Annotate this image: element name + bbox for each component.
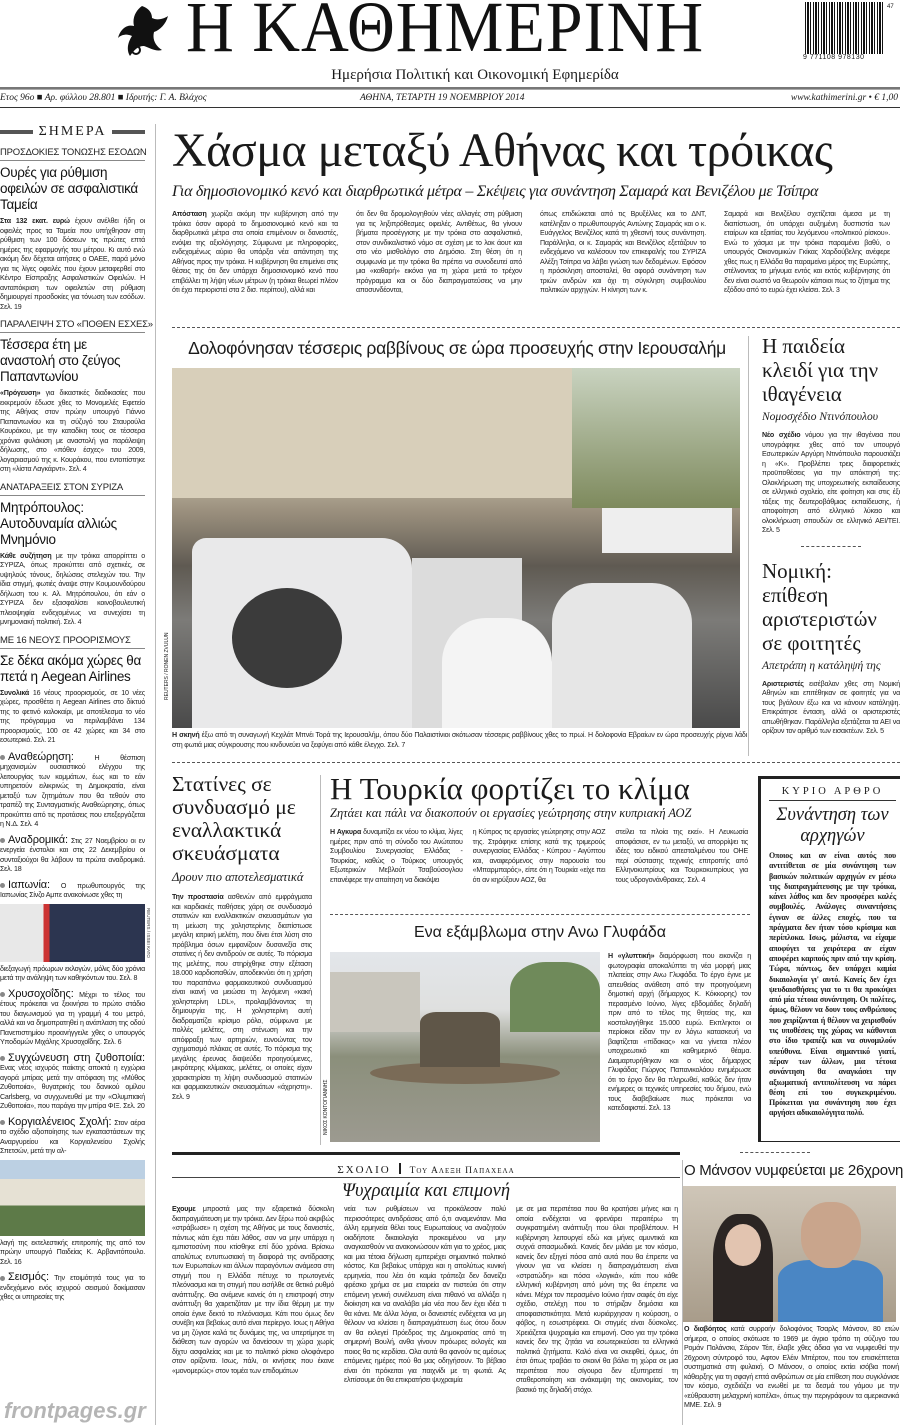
brief-title[interactable]: Χρυσοχοΐδης: xyxy=(8,987,74,1000)
watermark: frontpages.gr xyxy=(4,1398,146,1423)
manson-headline[interactable]: Ο Μάνσον νυμφεύεται με 26χρονη xyxy=(684,1162,903,1179)
divider xyxy=(172,327,900,328)
bullet-icon xyxy=(0,1056,5,1061)
brief-title[interactable]: Κοργιαλένειος Σχολή: xyxy=(8,1115,112,1128)
sidebar-story xyxy=(0,482,145,628)
griffin-logo-icon xyxy=(112,2,172,60)
bullet-icon xyxy=(0,992,5,997)
lead-in: Απόσταση xyxy=(172,210,207,218)
divider xyxy=(801,546,861,547)
body-text: για δικαστικές διαδικασίες που εκκρεμούν έδωσε χθες το Μονομελές Εφετείο της Αθήνας στον πρώην υπουργό Γιάννο Παπαντωνίου και τη σύζυγό του Σταυρούλα Κουράκου, με την καταδίκη τους σε τέσσερα χρόνια φυλάκιση με αναστολή για παράλειψη δήλωσης, στο «πόθεν έσχες» του 2009, λογαριασμού της κ. Κουράκου, που εντοπίστηκε στη «λίστα Λαγκάρντ». Σελ. 4 xyxy=(0,389,145,473)
comment-header xyxy=(172,1160,680,1178)
body-text: με σε μια περιπέτεια που θα κρατήσει μήνες και η οποία ενδέχεται να φρενάρει περαιτέρω τη συγκρατημένη ανάπτυξη που όλοι προβλέπουν. Η κυβέρνηση λειτουργεί εδώ και μήνες αμυντικά και συχνά σπασμωδικά. Κανείς δεν μιλάει με τον κόσμο, κανείς δεν εξηγεί πόσα από αυτά που θα έπρεπε να γίνουν για να κλείσει η διαπραγμάτευση είναι «στρατώδη» και πόσα «λογικά», κάτι που κάθε ελληνική κυβέρνηση από μόνη της θα έπρεπε να κάνει. Μέχρι τον περασμένο Ιούνιο ήταν σαφές ότι είχε σχέδιο, στελέχη που το στήριζαν δημόσια και αποφασιστικότητα. Μετά κυριάρχησαν η κούραση, ο φόβος, η εσωστρέφεια. Οι στιγμές είναι δύσκολες. Χρειάζεται ψυχραιμία και επιμονή. Οσο για την τρόικα κανείς δεν της ζητάει να εσωτερικεύσει τα ελληνικά πολιτικά ζητήματα. Καλό είναι να σκεφθεί, όμως, ότι έτσι όπως τραβάει το σκοινί θα βάλει τη χώρα σε μια περιπέτεια που σίγουρα δεν εξυπηρετεί τη σταθεροποίηση και ανάκαμψη της οικονομίας, τον βασικό της δηλαδή στόχο. xyxy=(516,1205,678,1394)
body-text: στείλει τα πλοία της εκεί». Η Λευκωσία αποφάσισε, εν τω μεταξύ, να απορρίψει τις ιδέες του ειδικού απεσταλμένου του ΟΗΕ περί σύστασης τεχνικής επιτροπής από Ελληνοκυπρίους και Τουρκοκυπρίους για τους υδρογονάνθρακες. Σελ. 4 xyxy=(615,828,749,884)
brief-text: Ο πρωθυπουργός της Ιαπωνίας Σίνζο Αμπε ανακοίνωσε χθες τη xyxy=(0,881,145,899)
bullet-icon xyxy=(0,755,5,760)
lead-column xyxy=(356,210,522,320)
story-body xyxy=(0,389,145,475)
brief-title[interactable]: Σεισμός: xyxy=(8,1271,49,1283)
lead-in: Κάθε συζήτηση xyxy=(0,551,52,560)
brief-text: Η θέσπιση μηχανισμών ουσιαστικού ελέγχου της λειτουργίας των κομμάτων, έως και το εάν υπηρετούν ειλικρινώς τη Δημοκρατία, είναι μεταξύ των ζητημάτων που θα τεθούν στο τραπέζι της Συνταγματικής Αναθεώρησης, όπως προκύπτει από τις προτάσεις που επεξεργάζεται η Ν.Δ. Σελ. 4 xyxy=(0,753,145,828)
story-kicker: ΠΑΡΑΛΕΙΨΗ ΣΤΟ «ΠΟΘΕΝ ΕΣΧΕΣ» xyxy=(0,319,145,333)
brief-title[interactable]: Αναδρομικά: xyxy=(8,833,68,846)
sidebar-story xyxy=(0,147,145,312)
school-photo xyxy=(0,1160,145,1236)
body-text: με την τρόικα απορρίπτει ο ΣΥΡΙΖΑ, όπως προκύπτει από σχετικές, σε υψηλούς τόνους, δηλώσεις στελεχών του. Την ίδια στιγμή, φωτιές άναψε στην Κουμουνδούρου δήλωση του κ. Αλ. Μητρόπουλου, ότι εάν ο ΣΥΡΙΖΑ δεν εξασφαλίσει κοινοβουλευτική πλειοψηφία ενδεχομένως να συνεχίσει τη μνημονιακή πολιτική. Σελ. 4 xyxy=(0,551,145,626)
editorial-body: Οποιος και αν είναι αυτός που αντιτίθεται σε μία συνάντηση των βασικών πολιτικών αρχηγών εν μέσω της διαπραγμάτευσης με την τρόικα, κάνει λάθος και δεν προσφέρει καλές συμβουλές. Ανάλογες συναντήσεις έγιναν σε άλλες εποχές, που τα πράγματα δεν ήταν τόσο κρίσιμα και περίπλοκα. Ισως, μάλιστα, να είχαμε αποφύγει τα χειρότερα αν είχαν αποφέρει καρπούς πριν από την κρίση. Τώρα, πάντως, δεν υπάρχει καμία δικαιολογία γι' αυτό. Κανείς δεν έχει ψευδαισθήσεις για το τι θα προκύψει από μία τέτοια συνάντηση. Οι πολίτες, όμως, θέλουν να δουν τους ανθρώπους που χειρίζονται ή θέλουν να χειρισθούν τις υποθέσεις της χώρας να κάθονται στο ίδιο τραπέζι και να συνομιλούν υπεύθυνα. Είναι σημαντικό γιατί, πέραν των άλλων, μια τέτοια συνάντηση θα αναγκάσει την αξιωματική αντιπολίτευση να πάρει θέση επί του συγκεκριμένου. Πρόκειται για συνάντηση που έχει αργήσει αδικαιολόγητα πολύ. xyxy=(769,851,896,1118)
turkey-subhead: Ζητάει και πάλι να διακοπούν οι εργασίες γεώτρησης στην κυπριακή ΑΟΖ xyxy=(330,806,692,820)
abe-photo xyxy=(0,904,151,962)
sidebar-title-row xyxy=(0,124,145,140)
body-text: όπως επιδιώκεται από τις Βρυξέλλες και το ΔΝΤ, κατέληξαν ο πρωθυπουργός Αντώνης Σαμαράς και ο κ. Ευάγγελος Βενιζέλος κατά τη χθεσινή τους συνάντηση. Παράλληλα, οι κ. Σαμαράς και Βενιζέλος εξετάζουν το ενδεχόμενο να καλέσουν τον επικεφαλής του ΣΥΡΙΖΑ Αλέξη Τσίπρα να λάβει γνώση των δεδομένων. Εφόσον η πρόσκληση αποσταλεί, θα αφορά συνάντηση των τριών ανδρών και όχι τη σύγκληση συμβουλίου πολιτικών αρχηγών. Η κίνηση των κ. xyxy=(540,210,706,294)
brief-text: Στις 27 Νοεμβρίου οι εν ενεργεία ένστολοι και στις 22 Δεκεμβρίου οι συνταξιούχοι θα λάβουν τα πρώτα αναδρομικά. Σελ. 18 xyxy=(0,836,145,873)
brief-continued: διεξαγωγή πρόωρων εκλογών, μόλις δύο χρόνια μετά την ανάληψη των καθηκόντων του. Σελ. 8 xyxy=(0,964,145,982)
barcode xyxy=(805,2,883,54)
lead-column xyxy=(172,210,338,320)
body-text: η Κύπρος τις εργασίες γεώτρησης στην ΑΟΖ της. Στράφηκε επίσης κατά της τριμερούς συνεργασίας Ελλάδας - Κύπρου - Αιγύπτου και, αναφερόμενος στην παρουσία του «Μπαρμπαρός», είπε ότι η Τουρκία «είχε πει ότι αν κηρύξουν ΑΟΖ, θα xyxy=(472,828,606,884)
photo-credit: REUTERS / ISSEI KATO xyxy=(146,907,151,958)
story-kicker: ΑΝΑΤΑΡΑΞΕΙΣ ΣΤΟΝ ΣΥΡΙΖΑ xyxy=(0,482,145,496)
divider xyxy=(172,762,900,763)
turkey-column xyxy=(615,828,748,908)
lead-in: «Πρόγευση» xyxy=(0,389,41,397)
body-text: ότι δεν θα δρομολογηθούν νέες αλλαγές στη ρύθμιση για τις ληξιπρόθεσμες οφειλές. Αντιθέτως, θα γίνουν βήματα προσέγγισης με την τρόικα στο ασφαλιστικό, στον συνδικαλιστικό νόμο σε σχέση με το λοκ άουτ και στο νέο μισθολόγιο στο Δημόσιο. Στη θέση ότι η συμφωνία με την τρόικα θα πρέπει να συνοδευτεί από μια «καθαρή» εικόνα για τη χώρα μετά το τρέχον πρόγραμμα και οι δύο διαπραγματεύσεις να μην αποσυνδέονται, xyxy=(356,210,522,294)
side-headline[interactable]: Νομική: επίθεση αριστεριστών σε φοιτητές xyxy=(762,558,877,655)
turkey-column xyxy=(330,828,463,908)
lead-in: Συνολικά xyxy=(0,688,30,697)
bullet-icon xyxy=(0,1276,5,1281)
comment-column xyxy=(516,1205,678,1425)
editorial-label: ΚΥΡΙΟ ΑΡΘΡΟ xyxy=(769,786,896,801)
brief-item xyxy=(0,833,145,875)
column-divider xyxy=(155,124,156,1425)
body-text: Σαμαρά και Βενιζέλου σχετίζεται άμεσα με τη διαπίστωση, ότι υπάρχει αυξημένη δυσπιστία των εταίρων και εξαιτίας του λεγόμενου «πολιτικού ρίσκου». Ενώ το χάσμα με την τρόικα παραμένει βαθύ, ο υπουργός Οικονομικών Γκίκας Χαρδούβελης ανέφερε χθες πως η Ελλάδα θα παραμείνει μέρος της Ευρώπης, στέλνοντας το μήνυμα εντός και εκτός κυβέρνησης ότι δεν είναι σωστό να θεωρούν κάποιοι πως το ζήτημα της εξόδου από το ευρώ έχει κλείσει. Σελ. 3 xyxy=(724,210,890,294)
turkey-body xyxy=(330,828,748,908)
brief-continued: λαγή της εκτελεστικής επιτροπής της από τον πρώην υπουργό Παιδείας Κ. Αρβανιτόπουλο. Σελ. 16 xyxy=(0,1238,145,1266)
statins-headline[interactable]: Στατίνες σε συνδυασμό με εναλλακτικά σκευάσματα xyxy=(172,772,296,865)
bullet-icon xyxy=(0,883,5,888)
barcode-issue: 47 xyxy=(887,4,894,10)
glyfada-photo-credit: ΝΙΚΟΣ ΚΟΝΤΟΓΙΑΝΝΗΣ xyxy=(323,1079,329,1135)
sidebar-title: ΣΗΜΕΡΑ xyxy=(38,124,107,139)
glyfada-headline[interactable]: Ενα εξάμβλωμα στην Ανω Γλυφάδα xyxy=(413,924,666,941)
issue-info: Ετος 96ο ■ Αρ. φύλλου 28.801 ■ Ιδρυτής: Γ. Α. Βλάχος xyxy=(0,93,207,103)
divider xyxy=(330,914,750,915)
masthead xyxy=(0,0,900,110)
manson-body: Ο διαβόητος κατά συρροήν δολοφόνος Τσαρλς Μάνσον, 80 ετών σήμερα, ο οποίος σκότωσε το 1969 με άγριο τρόπο τη σύζυγο του Ρομάν Πολάνσκι, Σάρον Τέιτ, έλαβε χθες άδεια για να νυμφευθεί την 26χρονη σύντροφό του, Αφτον Ελέιν Μπέρτον, που τον επισκέπτεται συστηματικά στη φυλακή. Ο Μάνσον, ο οποίος εκτίει ισόβια ποινή κάθειρξης για τη σφαγή επτά ανθρώπων σε μία επίθεση που συγκλόνισε τον κόσμο, σχεδιάζει να ενωθεί με τα δεσμά του γάμου με την «εύθραυστη μελαχρινή κοπέλα», όπως την περιγράφουν τα αμερικανικά ΜΜΕ. Σελ. 9 xyxy=(684,1325,899,1409)
comment-body xyxy=(172,1205,678,1425)
editorial-headline[interactable]: Συνάντηση των αρχηγών xyxy=(776,805,889,846)
comment-headline[interactable]: Ψυχραιμία και επιμονή xyxy=(341,1181,511,1201)
brief-title[interactable]: Ιαπωνία: xyxy=(8,878,50,891)
story-headline[interactable]: Σε δέκα ακόμα χώρες θα πετά η Aegean Airlines xyxy=(0,652,141,684)
lead-in: Στα 132 εκατ. ευρώ xyxy=(0,217,70,225)
lead-in: Νέο σχέδιο xyxy=(762,431,801,439)
brief-item xyxy=(0,750,145,830)
date-line: ΑΘΗΝΑ, ΤΕΤΑΡΤΗ 19 ΝΟΕΜΒΡΙΟΥ 2014 xyxy=(360,93,525,103)
body-text: χωρίζει ακόμη την κυβέρνηση από την τρόικα όσον αφορά το δημοσιονομικό κενό και τα διαρθρωτικά μέτρα στα οποία επιμένουν οι δανειστές, ενόψει της αξιολόγησης. Σύμφωνα με πληροφορίες, ενδεχομένως αύριο θα υπάρξει νέα απάντηση της Αθήνας προς την τρόικα. Η κυβέρνηση θα επιμείνει στις θέσεις της ότι δεν υπάρχει δημοσιονομικό κενό που επιβάλλει τη λήψη νέων μέτρων (η τρόικα θεωρεί πλέον ότι έχει περιοριστεί στα 2 δισ. περίπου), αλλά και xyxy=(172,210,338,294)
lead-headline[interactable]: Χάσμα μεταξύ Αθήνας και τρόικας xyxy=(172,124,833,177)
rule xyxy=(0,87,900,90)
photo-headline[interactable]: Δολοφόνησαν τέσσερις ραββίνους σε ώρα προσευχής στην Ιερουσαλήμ xyxy=(188,338,726,358)
rule xyxy=(0,107,900,108)
brief-text: Ενας νέος ισχυρός παίκτης αποκτά η εγχώρια αγορά μπίρας μετά την απόφαση της «Μύθος Ζυθοποιία», θυγατρικής του δανικού ομίλου Carlsberg, να συγχωνευθεί με την «Ολυμπιακή Ζυθοποιία», που παράγει την μπίρα ΦΙΞ. Σελ. 20 xyxy=(0,1064,145,1110)
tagline: Ημερήσια Πολιτική και Οικονομική Εφημερίδα xyxy=(331,67,619,83)
divider-thick xyxy=(172,1152,680,1155)
body-text: δυναμιτίζει εκ νέου το κλίμα, λίγες ημέρες πριν από τη σύνοδο του Ανώτατου Συμβουλίου Συνεργασίας Ελλάδας - Τουρκίας, καθώς ο Τούρκος υπουργός Εξωτερικών Μεβλούτ Τσαβούσογλου επανέφερε την απαίτηση να διακόψει xyxy=(330,828,463,884)
sidebar-story xyxy=(0,319,153,475)
column-divider xyxy=(320,775,321,1145)
brief-item xyxy=(0,878,145,901)
story-body xyxy=(0,552,145,628)
rule xyxy=(172,1177,680,1178)
brief-item xyxy=(0,987,145,1048)
lead-in: Αριστεριστές xyxy=(762,679,804,688)
story-kicker: ΜΕ 16 ΝΕΟΥΣ ΠΡΟΟΡΙΣΜΟΥΣ xyxy=(0,635,145,649)
body-text: νεία των ρυθμίσεων να προκάλεσαν πολύ περισσότερες αντιδράσεις από ό,τι αναμενόταν. Μια άλλη ερμηνεία θέλει τους Ευρωπαίους να αναζητούν οιαδήποτε δικαιολογία προκειμένου να μην αναγκασθούν να ανακοινώσουν κάτι για το χρέος, μιας και μια τέτοια δήλωση εμπεριέχει σημαντικό πολιτικό κόστος. Και βεβαίως υπάρχει και η απολύτως κυνική ερμηνεία, που λέει ότι καμία τράπεζα δεν δανείζει φρέσκο χρήμα σε μια εταιρεία αν πιστεύει ότι στην επόμενη γενική συνέλευση είναι πιθανό να αλλάξει η διοίκηση και να αναλάβει μία νέα που δεν έχει ιδέα τι θα κάνει. Με άλλα λόγια, οι δανειστές ενδέχεται να μη θέλουν να κλείσει η διαπραγμάτευση έως ότου δουν αν θα εκλεγεί Πρόεδρος της Δημοκρατίας από τη σημερινή Βουλή, ανθα γίνουν πρόωρες εκλογές και ποιος θα τις κερδίσει. Ολα αυτά θα φανούν τις αμέσως επόμενες ημέρες πού θα μας οδηγήσουν. Το βέβαιο είναι ότι πρόκειται για παιχνίδι με τη φωτιά. Ας ελπίσουμε ότι θα επικρατήσει ψυχραιμία xyxy=(344,1205,506,1384)
editorial-box xyxy=(758,776,900,1142)
sidebar-story xyxy=(0,635,145,746)
side-story xyxy=(762,334,900,536)
brief-item xyxy=(0,1051,145,1112)
turkey-headline[interactable]: Η Τουρκία φορτίζει το κλίμα xyxy=(330,771,690,806)
comment-label: ΣΧΟΛΙΟ xyxy=(337,1164,391,1176)
statins-subhead: Δρουν πιο αποτελεσματικά xyxy=(172,870,304,884)
glyfada-photo xyxy=(330,952,600,1142)
lead-body xyxy=(172,210,890,320)
statins-story xyxy=(172,773,312,1145)
lead-column xyxy=(724,210,890,320)
brief-item xyxy=(0,1115,145,1157)
side-story xyxy=(762,559,900,737)
brief-text: Στον αέρα το σχέδιο αξιοποίησης των εγκαταστάσεων της Αναργυρείου και Κοργιαλενείου Σχολής Σπετσών, μετά την αλ- xyxy=(0,1118,145,1155)
story-kicker: ΠΡΟΣΔΟΚΙΕΣ ΤΟΝΩΣΗΣ ΕΣΟΔΩΝ xyxy=(0,147,145,161)
sidebar-today xyxy=(0,124,153,1425)
body-text: έχουν ανέλθει ήδη οι οφειλές προς τα Ταμεία που υπήχθησαν στη ρύθμιση των 100 δόσεων τις πρώτες επτά ημέρες της εφαρμογής του μέτρου. Κι αυτό ενώ ακόμη δεν δέχεται αιτήσεις ο ΟΑΕΕ, παρά μόνο για τις λίγες οφειλές που έχουν μεταφερθεί στο Κέντρο Είσπραξης Ασφαλιστικών Οφειλών. Η ανταπόκριση των οφειλετών στη ρύθμιση δημιουργεί προσδοκίες για τόνωση των εσόδων. Σελ. 19 xyxy=(0,217,146,311)
lead-in: Η Αγκυρα xyxy=(330,828,362,836)
story-body xyxy=(0,217,145,312)
side-headline[interactable]: Η παιδεία κλειδί για την ιθαγένεια xyxy=(762,334,879,406)
photo-caption: Η σκηνή έξω από τη συναγωγή Κεχιλάτ Μπνέι Τορά της Ιερουσαλήμ, όπου δύο Παλαιστίνιοι σκότωσαν τέσσερις ραββίνους χθες το πρωί. Η δολοφονία Εβραίων εν ώρα προσευχής ρίχνει λάδι στη φωτιά μιας σύγκρουσης που κινδυνεύει να ξεφύγει από κάθε έλεγχο. Σελ. 7 xyxy=(172,731,747,749)
newspaper-title: Η ΚΑΘΗΜΕΡΙΝΗ xyxy=(186,0,705,67)
lead-column xyxy=(540,210,706,320)
side-body xyxy=(762,431,900,536)
glyfada-body: Η «γλυπτική» διαμόρφωση που εικονίζει η φωτογραφία αποκαλύπτει τη νέα μορφή μιας πλατείας στην Ανω Γλυφάδα. Το έργο έγινε με απευθείας ανάθεση από την προηγούμενη δημοτική αρχή (δήμαρχος Κ. Κόκκορης) τον περασμένο Ιούνιο, λίγες εβδομάδες δηλαδή πριν από το τέλος της θητείας της, και κοστολογήθηκε 15.000 ευρώ. Εκπληκτοι οι περίοικοι είδαν την εν λόγω κατασκευή να βαφτίζεται «πίδακας» και να γίνεται πλέον υποχρεωτικό και καθημερινό θέαμα. Διαμαρτυρήθηκαν και ο νέος δήμαρχος Γλυφάδας Γιώργος Παπανικολάου ενημέρωσε ότι το έργο δεν θα πληρωθεί, καθώς δεν ήταν ενήμερες οι τεχνικές υπηρεσίες του δήμου, ενώ τους διαβεβαίωσε πως πρόκειται να κατεδαφιστεί. Σελ. 13 xyxy=(608,952,751,1112)
story-headline[interactable]: Τέσσερα έτη με αναστολή στο ζεύγος Παπαντωνίου xyxy=(0,337,121,384)
right-column xyxy=(762,334,900,754)
body-text: 16 νέους προορισμούς, σε 10 νέες χώρες, προσθέτει η Aegean Airlines στο δίκτυό της το φετινό καλοκαίρι, με αποτέλεσμα το νέο της πρόγραμμα να περιλαμβάνει 134 προορισμούς, 100 σε 42 χώρες και 34 στο εσωτερικό. Σελ. 21 xyxy=(0,688,145,744)
brief-item xyxy=(0,1273,145,1303)
bullet-icon xyxy=(0,838,5,843)
brief-text: Την ετοιμότητά τους για το ενδεχόμενο ενός ισχυρού σεισμού δοκίμασαν χθες οι υπηρεσίες της xyxy=(0,1274,145,1301)
divider xyxy=(740,1152,810,1153)
statins-body: Την προστασία ασθενών από εμφράγματα και καρδιακές παθήσεις χάρη σε συνδυασμό στατινών και εναλλακτικών σκευασμάτων για τη μείωση της χοληστερίνης διαπίστωσε μεγάλη ιατρική μελέτη, που δίνει έτσι λύση στο πρόβλημα όσων εμφανίζουν δυσανεξία στις στατίνες ή δεν αντιδρούν σε αυτές. Το πόρισμα της μελέτης, που στηρίχθηκε στην εξέταση 18.000 καρδιοπαθών, αποδεικνύει ότι η χρήση του παραπάνω φαρμακευτικού συνδυασμού είναι ικανή να μειώσει τη λεγόμενη «κακή χοληστερίνη LDL», προλαμβάνοντας τη δημιουργία της. Η χοληστερίνη αυτή διαδραματίζει κρίσιμο ρόλο, σύμφωνα με πολλές μελέτες, στη στένωση και την απόφραξη των αρτηριών, ευνοώντας τον σχηματισμό πλάκας σε αυτές. Το πόρισμα της μεγάλης έρευνας διαψεύδει προηγούμενες, μικρότερης κλίμακας, μελέτες, οι οποίες είχαν χαρακτηρίσει τη λήψη συνδυασμού στατινών και φαρμακευτικών σκευασμάτων «άχρηστη». Σελ. 9 xyxy=(172,893,312,1101)
body-text: εισέβαλαν χθες στη Νομική Αθηνών και επιτέθηκαν σε φοιτητές για να τους βγάλουν έξω και να κάνουν κατάληψη. Επικράτησε ένταση, αλλά οι αριστεριστές απωθήθηκαν. Παράλληλα εξετάζεται τα ΑΕΙ να ορίζουν τον αριθμό των εισακτέων. Σελ. 5 xyxy=(762,679,900,735)
photo-credit: REUTERS / RONEN ZVULUN xyxy=(164,632,170,700)
comment-column xyxy=(172,1205,334,1425)
side-subhead: Νομοσχέδιο Ντινόπουλου xyxy=(762,411,879,423)
manson-photo xyxy=(683,1186,896,1322)
story-body xyxy=(0,689,145,746)
side-body xyxy=(762,680,900,737)
brief-title[interactable]: Αναθεώρηση: xyxy=(8,750,74,763)
comment-column xyxy=(344,1205,506,1425)
story-headline[interactable]: Μητρόπουλος: Αυτοδυναμία αλλιώς Μνημόνιο xyxy=(0,499,117,547)
jerusalem-photo xyxy=(172,368,740,728)
comment-author: Του Αλεξη Παπαχελα xyxy=(409,1166,515,1176)
story-headline[interactable]: Ουρές για ρύθμιση οφειλών σε ασφαλιστικά Ταμεία xyxy=(0,165,138,212)
column-divider xyxy=(748,336,749,756)
body-text: μπροστά μας την εξαιρετικά δύσκολη διαπραγμάτευση με την τρόικα. Δεν ξέρω πού ακριβώς «στράβωσε» η σχέση της Αθήνας με τους δανειστές, πάντως κάτι έχει πάει λάθος, σαν να μην υπάρχει η εμπιστοσύνη που κτίσθηκε επί δύο χρόνια. Βρίσκω απολύτως εντυπωσιακή τη διαφορά της αντίδρασης των Ευρωπαίων και άλλων παραγόντων ανάμεσα στη στιγμή που η Ελλάδα πέτυχε το πρωτογενές πλεόνασμα και τη στιγμή που εισήλθε σε θετικό ρυθμό ανάπτυξης. Θα ανέμενε κανείς ότι η επιστροφή στην ανάπτυξη θα χαιρετιζόταν με την ίδια θέρμη με την οποία έγινε δεκτό το πλεόνασμα. Κάτι που όμως δεν συνέβη και βεβαίως αυτό είναι περίεργο. Ισως η Αθήνα να μη ζύγισε καλά τις δυνάμεις της, να υπερτίμησε τη διάθεση των αγορών να δανείσουν τη χώρα χωρίς δίχτυ ασφαλείας και με το πολιτικό ρίσκο ολοφάνερο στον ορίζοντα. Ισως, πάλι, οι κινήσεις που έκανε «μονομερώς» στον τομέα των επιδομάτων xyxy=(172,1205,334,1375)
body-text: νόμου για την ιθαγένεια που υπογράφηκε χθες από τον υπουργό Εσωτερικών Αργύρη Ντινόπουλο παρουσιάζει η «Κ». Προβλέπει τρεις διαφορετικές προϋποθέσεις για την απόκτησή της: Ολοκλήρωση της υποχρεωτικής εκπαίδευσης σε ελληνικό σχολείο, είτε φοίτηση και στις έξι τάξεις της δευτεροβάθμιας εκπαίδευσης, ή αποφοίτηση από ελληνικό λύκειο και ολοκλήρωση σπουδών σε ελληνικό ΑΕΙ/ΤΕΙ. Σελ. 5 xyxy=(762,431,900,534)
bullet-icon xyxy=(0,1120,5,1125)
website-price: www.kathimerini.gr • € 1,00 xyxy=(790,93,898,103)
lead-in: Εχουμε xyxy=(172,1205,196,1213)
brief-text: Μέχρι το τέλος του έτους πρόκειται να ξεκινήσει το πρώτο στάδιο του διαγωνισμού για τη γραμμή 4 του μετρό, αλλά και να δημοπρατηθεί η ανάπλαση της οδού Πανεπιστημίου προανήγγειλε χθες ο υπουργός Υποδομών Μιχάλης Χρυσοχοΐδης. Σελ. 6 xyxy=(0,990,145,1046)
brief-title[interactable]: Συγχώνευση στη ζυθοποιία: xyxy=(8,1051,145,1064)
side-subhead: Απετράπη η κατάληψή της xyxy=(762,659,881,672)
turkey-column xyxy=(473,828,606,908)
lead-subhead: Για δημοσιονομικό κενό και διαρθρωτικά μέτρα – Σκέψεις για συνάντηση Σαμαρά και Βενιζέλου με Τσίπρα xyxy=(172,183,819,200)
barcode-number: 9 771108 978130 xyxy=(803,54,865,61)
